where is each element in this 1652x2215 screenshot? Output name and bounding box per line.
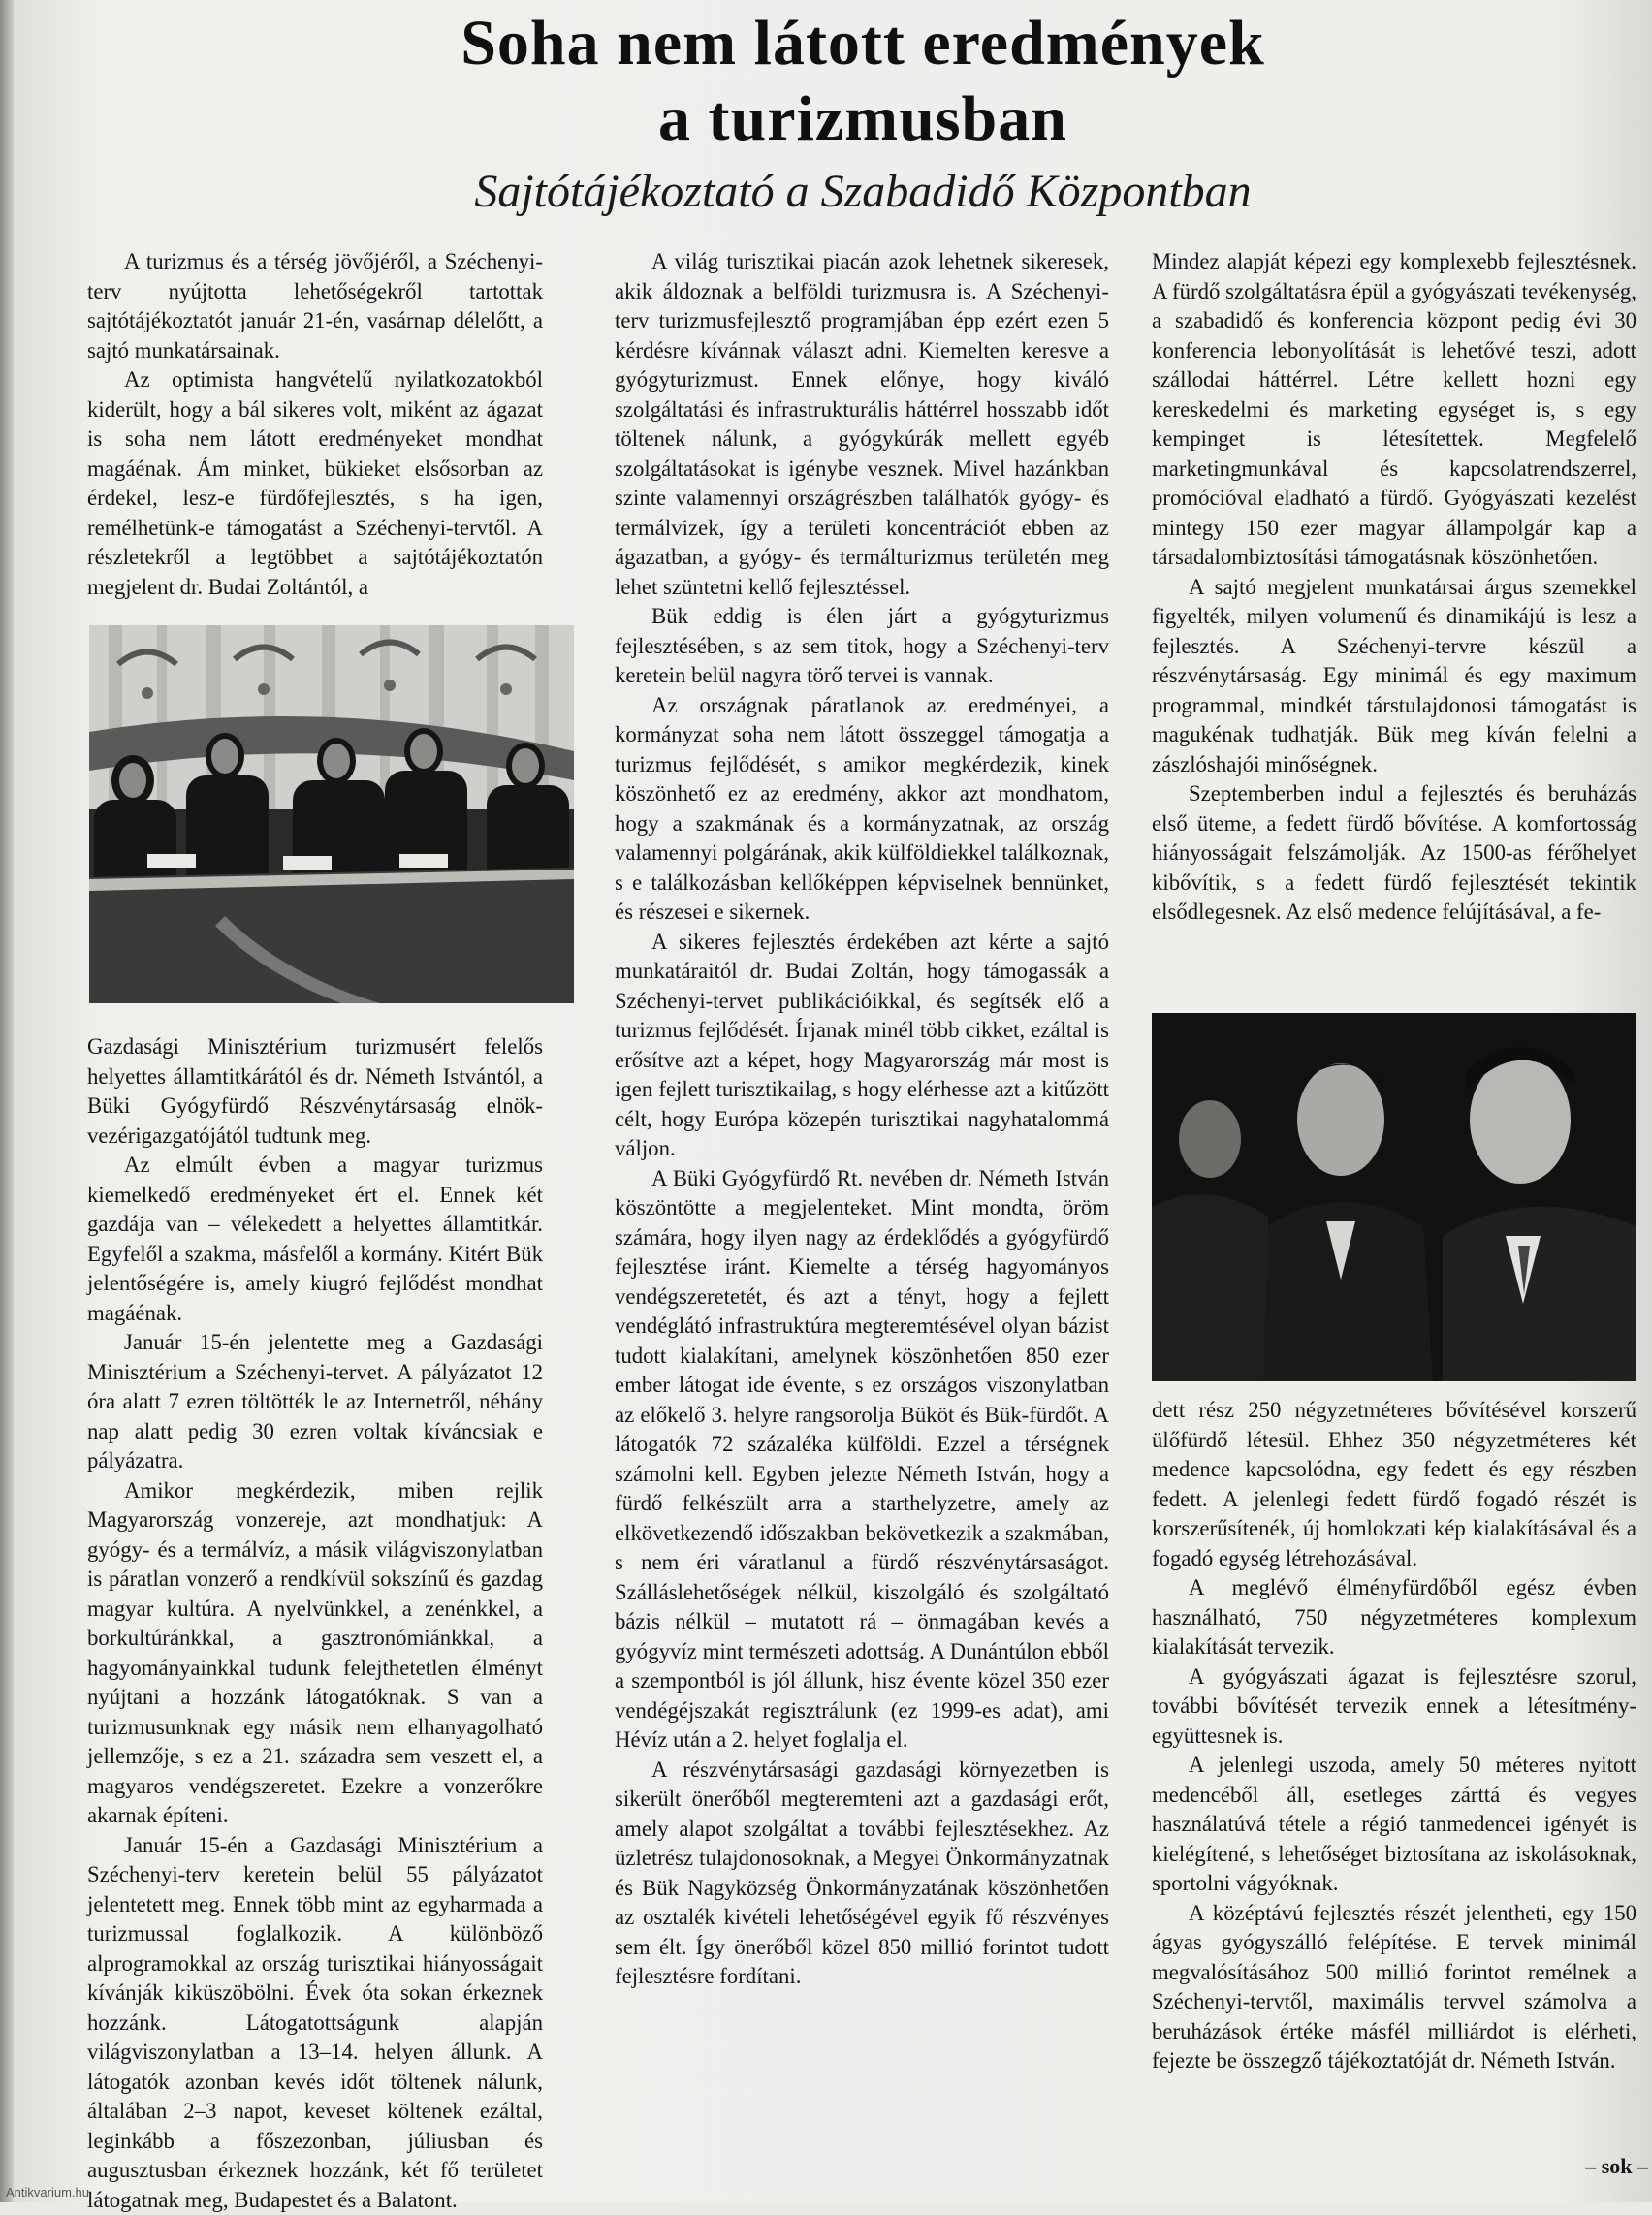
column-3-bottom xyxy=(1152,1396,1636,2076)
paragraph: Bük eddig is élen járt a gyógyturizmus fejlesztésében, s az sem titok, hogy a Széchenyi-terv keretein belül nagyra törő tervei is vannak. xyxy=(615,602,1109,691)
paragraph: A részvénytársasági gazdasági környezetben is sikerült önerőből megteremteni azt a gazdasági erőt, amely alapot szolgáltat a további fejlesztésekhez. Az üzletrész tulajdonosoknak, a Megyei Önkormányzatnak és Bük Nagyközség Önkormányzatának köszönhetően az osztalék kivételi lehetőségével egyik fő részvényes sem élt. Így önerőből közel 850 millió forintot tudott fejlesztésre fordítani. xyxy=(615,1756,1109,1992)
paragraph: A sajtó megjelent munkatársai árgus szemekkel figyelték, milyen volumenű és dinamikájú is lesz a fejlesztés. A Széchenyi-tervre készül a részvénytársaság. Egy minimál és egy maximum programmal, mindkét társtulajdonosi támogatást is magukénak tudhatják. Bük meg kíván felelni a zászlóshajói minőségnek. xyxy=(1152,573,1636,780)
article-title-line-1: Soha nem látott eredmények xyxy=(233,8,1493,79)
paragraph: A turizmus és a térség jövőjéről, a Széchenyi-terv nyújtotta lehetőségekről tartottak sajtótájékoztatót január 21-én, vasárnap délelőtt, a sajtó munkatársainak. xyxy=(87,247,543,365)
column-1-bottom xyxy=(87,1032,543,2215)
paragraph: A Büki Gyógyfürdő Rt. nevében dr. Németh István köszöntötte a megjelenteket. Mint mondta, öröm számára, hogy ilyen nagy az érdeklődés a gyógyfürdő fejlesztése iránt. Kiemelte a térség hagyományos vendégszeretetét, és azt a tényt, hogy a fejlett vendéglátó infrastruktúra megteremtésével olyan bázist tudott kialakítani, amelynek köszönhetően 850 ezer ember látogat ide évente, s ez országos viszonylatban az előkelő 3. helyre rangsorolja Büköt és Bük-fürdőt. A látogatók 72 százaléka külföldi. Ezzel a térségnek számolni kell. Egyben jelezte Németh István, hogy a fürdő felkészült arra a starthelyzetre, amely az elkövetkezendő időszakban bekövetkezik a szakmában, s nem éri váratlanul a fürdő részvénytársaságot. Szálláslehetőségek nélkül, kiszolgáló és szolgáltató bázis nélkül – mutatott rá – önmagában kevés a gyógyvíz mint természeti adottság. A Dunántúlon ebből a szempontból is jól állunk, hisz évente közel 350 ezer vendégéjszakát regisztrálunk (ez 1999-es adat), ami Hévíz után a 2. helyet foglalja el. xyxy=(615,1164,1109,1756)
speakers-closeup-photo xyxy=(1152,1013,1636,1381)
paragraph: dett rész 250 négyzetméteres bővítésével korszerű ülőfürdő létesül. Ehhez 350 négyzetméteres két medence kapcsolódna, egy fedett és egy részben fedett. A jelenlegi fedett fürdő fogadó részét is korszerűsítenék, új homlokzati kép kialakításával és a fogadó egység létrehozásával. xyxy=(1152,1396,1636,1573)
paragraph: Mindez alapját képezi egy komplexebb fejlesztésnek. A fürdő szolgáltatásra épül a gyógyászati tevékenység, a szabadidő és konferencia központ pedig évi 30 konferencia lebonyolítását is lehetővé teszi, adott szállodai háttérrel. Létre kellett hozni egy kereskedelmi és marketing egységet is, s egy kempinget is létesítettek. Megfelelő marketingmunkával és kapcsolatrendszerrel, promócióval eladható a fürdő. Gyógyászati kezelést mintegy 150 ezer magyar állampolgár kap a társadalombiztosítási támogatásnak köszönhetően. xyxy=(1152,247,1636,573)
paragraph: Az elmúlt évben a magyar turizmus kiemelkedő eredményeket ért el. Ennek két gazdája van – vélekedett a helyettes államtitkár. Egyfelől a szakma, másfelől a kormány. Kitért Bük jelentőségére is, amely kiugró fejlődést mondhat magáénak. xyxy=(87,1151,543,1328)
paragraph: Az optimista hangvételű nyilatkozatokból kiderült, hogy a bál sikeres volt, miként az ágazat is soha nem látott eredményeket mondhat magáénak. Ám minket, bükieket elsősorban az érdekel, lesz-e fürdőfejlesztés, s ha igen, remélhetünk-e támogatást a Széchenyi-tervtől. A részletekről a legtöbbet a sajtótájékoztatón megjelent dr. Budai Zoltántól, a xyxy=(87,365,543,602)
paragraph: Január 15-én a Gazdasági Minisztérium a Széchenyi-terv keretein belül 55 pályázatot jelentetett meg. Ennek több mint az egyharmada a turizmussal foglalkozik. A különböző alprogramokkal az ország turisztikai hiányosságait kívánják kiküszöbölni. Évek óta sokan érkeznek hozzánk. Látogatottságunk alapján világviszonylatban a 13–14. helyen állunk. A látogatók azonban kevés időt töltenek nálunk, általában 2–3 napot, keveset költenek ezáltal, leginkább a főszezonban, júliusban és augusztusban érkeznek hozzánk, két fő területet látogatnak meg, Budapestet és a Balatont. xyxy=(87,1831,543,2215)
paragraph: A világ turisztikai piacán azok lehetnek sikeresek, akik áldoznak a belföldi turizmusra is. A Széchenyi-terv turizmusfejlesztő programjában épp ezért ezen 5 kérdésre kívánnak választ adni. Kiemelten keresve a gyógyturizmust. Ennek előnye, hogy kiváló szolgáltatási és infrastrukturális háttérrel hosszabb időt töltenek nálunk, a gyógykúrák mellett egyéb szolgáltatásokat is igénybe vesznek. Mivel hazánkban szinte valamennyi országrészben találhatók gyógy- és termálvizek, így a területi koncentrációt ebben az ágazatban, a gyógy- és termálturizmus területén meg lehet szüntetni kellő fejlesztéssel. xyxy=(615,247,1109,602)
paragraph: A meglévő élményfürdőből egész évben használható, 750 négyzetméteres komplexum kialakítását tervezik. xyxy=(1152,1573,1636,1662)
paragraph: Gazdasági Minisztérium turizmusért felelős helyettes államtitkárától és dr. Németh Istvántól, a Büki Gyógyfürdő Részvénytársaság elnök-vezérigazgatójától tudtunk meg. xyxy=(87,1032,543,1151)
column-1-top xyxy=(87,247,543,602)
paragraph: A jelenlegi uszoda, amely 50 méteres nyitott medencéből áll, esetleges zárttá és vegyes használatúvá tétele a régió tanmedencei igényét is kielégítené, s lehetőséget biztosítana az iskolásoknak, sportolni vágyóknak. xyxy=(1152,1751,1636,1899)
paragraph: A középtávú fejlesztés részét jelentheti, egy 150 ágyas gyógyszálló felépítése. E tervek minimál megvalósításához 500 millió forintot remélnek a Széchenyi-tervtől, maximális tervvel számolva a beruházások értéke másfél milliárdot is elérheti, fejezte be összegző tájékoztatóját dr. Németh István. xyxy=(1152,1899,1636,2076)
paragraph: A gyógyászati ágazat is fejlesztésre szorul, további bővítését tervezik ennek a létesítmény-együttesnek is. xyxy=(1152,1662,1636,1752)
paragraph: Amikor megkérdezik, miben rejlik Magyarország vonzereje, azt mondhatjuk: A gyógy- és a termálvíz, a másik világviszonylatban is páratlan vonzerő a rendkívül sokszínű és gazdag magyar kultúra. A nyelvünkkel, a zenénkkel, a borkultúránkkal, a gasztronómiánkkal, a hagyományainkkal tudunk felejthetetlen élményt nyújtani a hozzánk látogatóknak. S van a turizmusunknak egy másik nem elhanyagolható jellemzője, s ez a 21. századra sem veszett el, a magyaros vendégszeretet. Ezekre a vonzerőkre akarnak építeni. xyxy=(87,1476,543,1831)
author-signature: – sok – xyxy=(1512,2154,1648,2179)
paragraph: Január 15-én jelentette meg a Gazdasági Minisztérium a Széchenyi-tervet. A pályázatot 12 óra alatt 7 ezren töltötték le az Internetről, néhány nap alatt pedig 30 ezren voltak kíváncsiak e pályázatra. xyxy=(87,1328,543,1476)
article-subtitle: Sajtótájékoztató a Szabadidő Központban xyxy=(310,165,1415,219)
page-spine-shadow xyxy=(0,0,14,2202)
paragraph: Szeptemberben indul a fejlesztés és beruházás első üteme, a fedett fürdő bővítése. A komfortosság hiányosságait felszámolják. Az 1500-as férőhelyet kibővítik, s a fedett fürdő fejlesztését tekintik elsődlegesnek. Az első medence felújításával, a fe- xyxy=(1152,779,1636,928)
paragraph: Az országnak páratlanok az eredményei, a kormányzat soha nem látott összeggel támogatja a turizmus fejlődését, s amikor megkérdezik, kinek köszönhető ez az eredmény, akkor azt mondhatom, hogy a szakmának és a kormányzatnak, az ország valamennyi polgárának, akik külföldiekkel találkoznak, s e találkozásban kellőképpen képviselnek bennünket, és részesei e sikernek. xyxy=(615,691,1109,928)
column-3-top xyxy=(1152,247,1636,928)
press-conference-photo xyxy=(89,625,574,1003)
paragraph: A sikeres fejlesztés érdekében azt kérte a sajtó munkatáraitól dr. Budai Zoltán, hogy támogassák a Széchenyi-tervet publikációikkal, és segítsék elő a turizmus fejlődését. Írjanak minél több cikket, ezáltal is erősítve azt a képet, hogy Magyarország már most is igen fejlett turisztikailag, s hogy elérhesse azt a kitűzött célt, hogy Európa közepén turisztikai nagyhatalommá váljon. xyxy=(615,928,1109,1164)
article-title-line-2: a turizmusban xyxy=(233,83,1493,155)
column-2 xyxy=(615,247,1109,1992)
watermark: Antikvarium.hu xyxy=(6,2185,89,2199)
